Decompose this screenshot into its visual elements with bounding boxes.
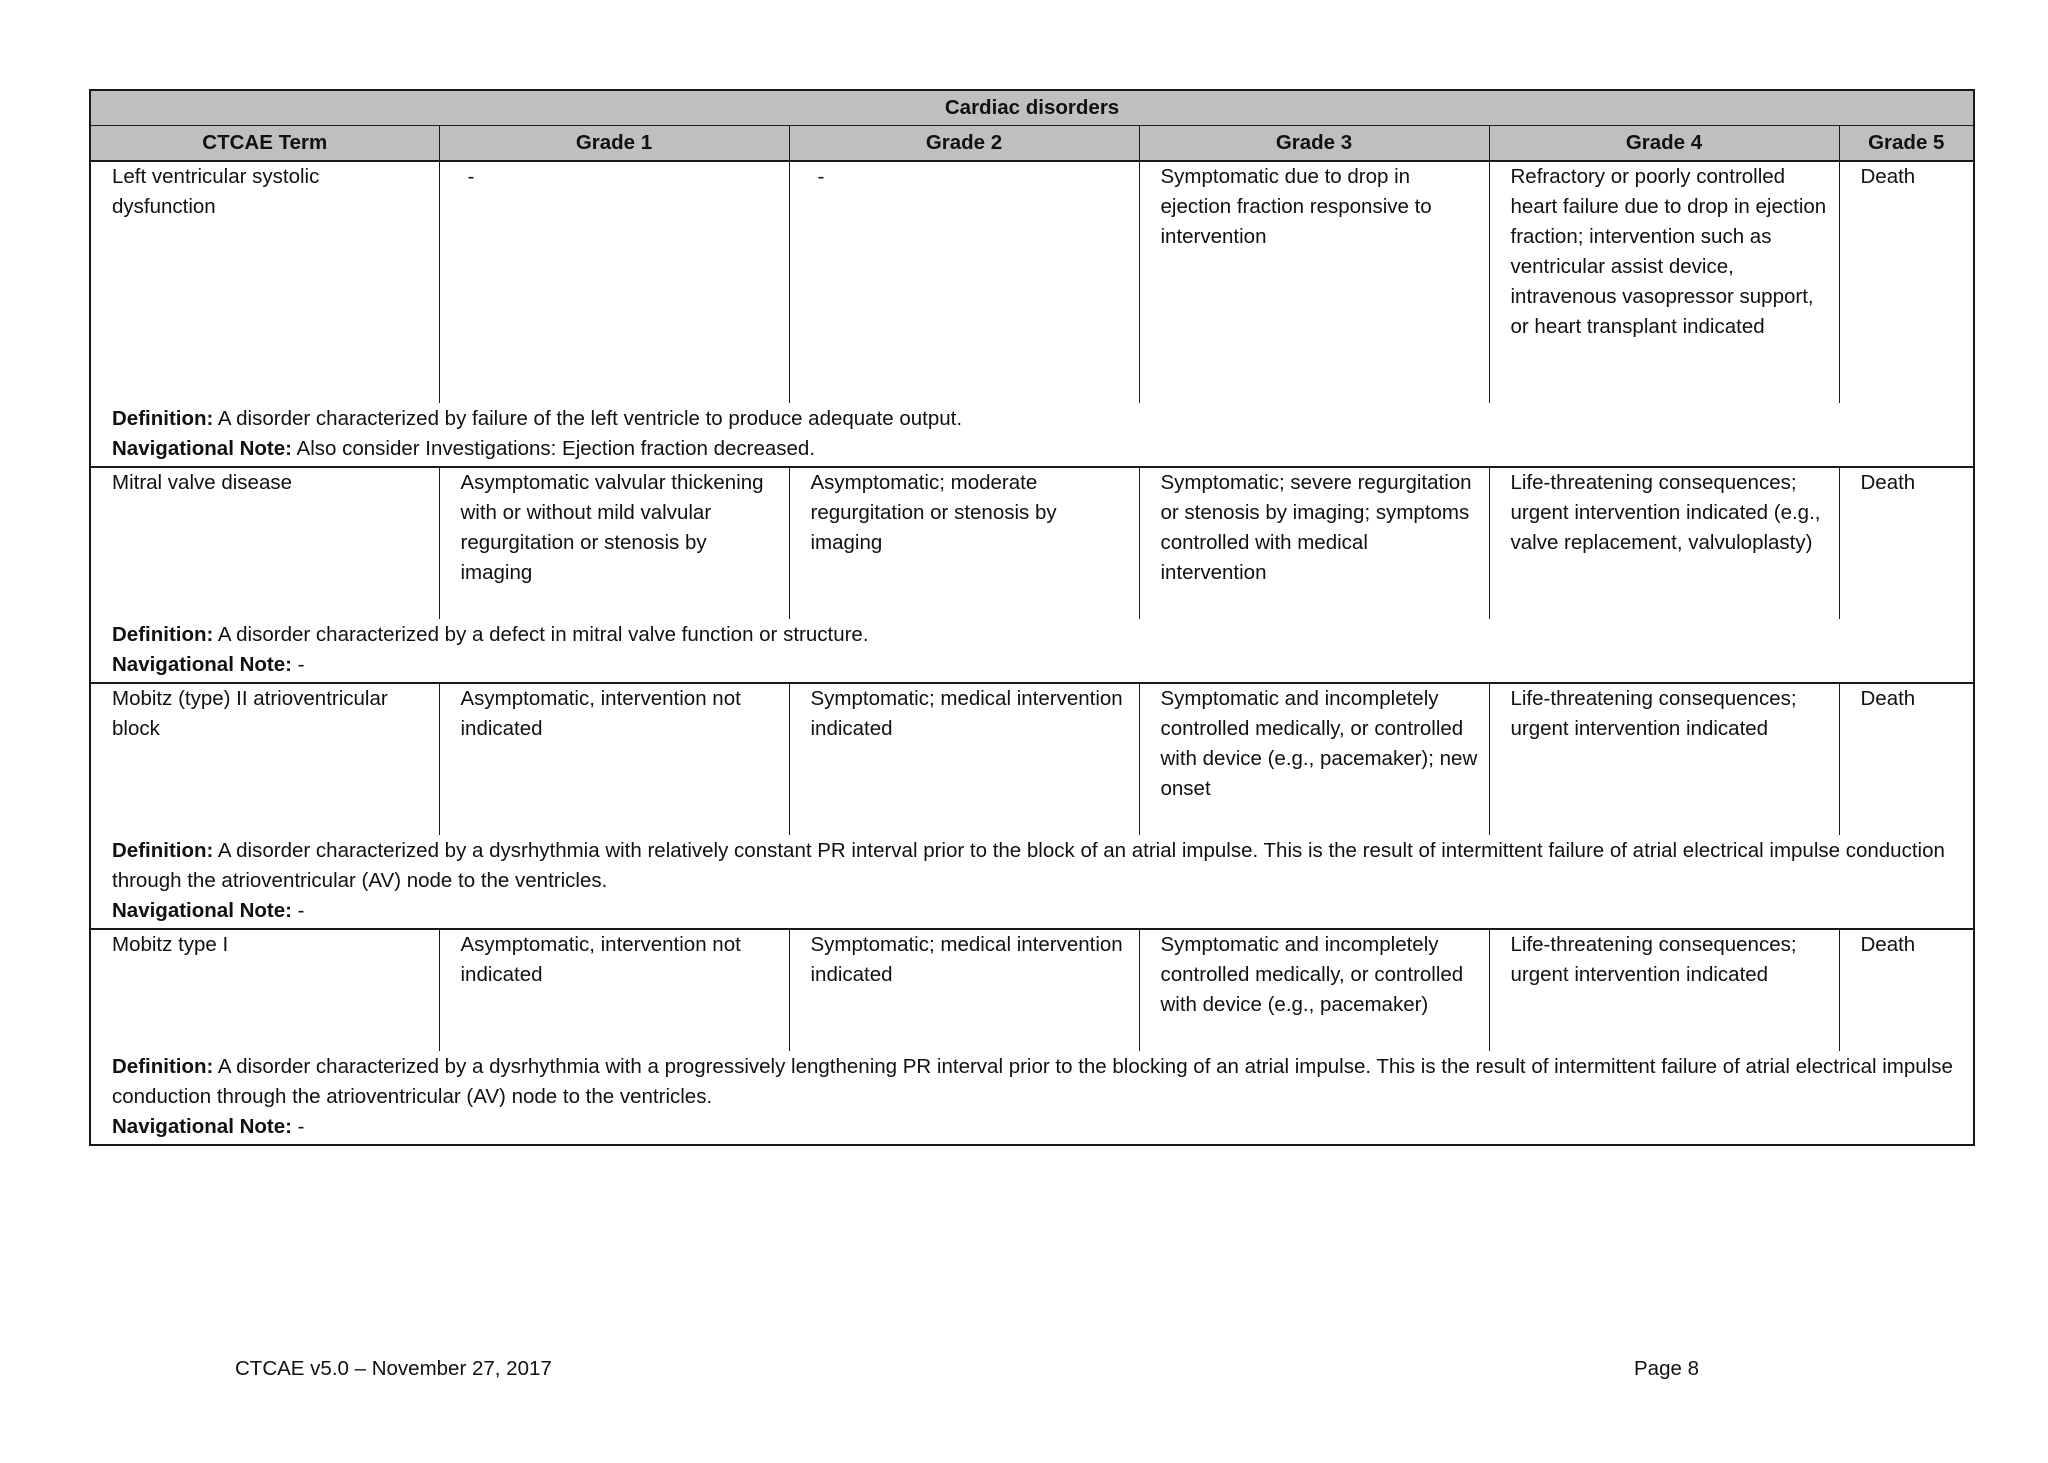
grade-1-cell: Asymptomatic, intervention not indicated <box>439 929 789 1051</box>
definition-cell <box>90 403 1974 434</box>
navigational-note-cell <box>90 650 1974 683</box>
navigational-note-text: - <box>297 1115 305 1138</box>
grade-5-cell: Death <box>1839 929 1974 1051</box>
footer-page-number: Page 8 <box>1634 1357 1699 1380</box>
navigational-note-text: - <box>297 653 305 676</box>
grade-5-cell: Death <box>1839 161 1974 403</box>
header-grade-3: Grade 3 <box>1139 126 1489 162</box>
navigational-note-row <box>90 1112 1974 1145</box>
table-row <box>90 467 1974 619</box>
grade-2-cell: Symptomatic; medical intervention indicated <box>789 929 1139 1051</box>
navigational-note-cell <box>90 896 1974 929</box>
definition-text: A disorder characterized by a defect in mitral valve function or structure. <box>217 623 869 646</box>
definition-text: A disorder characterized by a dysrhythmia with a progressively lengthening PR interval prior to the blocking of an atrial impulse. This is the result of intermittent failure of atrial electrical impulse conduction through the atrioventricular (AV) node to the ventricles. <box>112 1055 1953 1108</box>
grade-3-cell: Symptomatic and incompletely controlled medically, or controlled with device (e.g., pacemaker) <box>1139 929 1489 1051</box>
grade-4-cell: Life-threatening consequences; urgent intervention indicated <box>1489 929 1839 1051</box>
grade-4-cell: Refractory or poorly controlled heart failure due to drop in ejection fraction; intervention such as ventricular assist device, intravenous vasopressor support, or heart transplant indicated <box>1489 161 1839 403</box>
definition-row <box>90 619 1974 650</box>
grade-1-cell: Asymptomatic, intervention not indicated <box>439 683 789 835</box>
grade-1-cell: - <box>439 161 789 403</box>
definition-text: A disorder characterized by a dysrhythmia with relatively constant PR interval prior to the block of an atrial impulse. This is the result of intermittent failure of atrial electrical impulse conduction through the atrioventricular (AV) node to the ventricles. <box>112 839 1945 892</box>
navigational-note-label: Navigational Note: <box>112 899 292 922</box>
table-title: Cardiac disorders <box>90 90 1974 126</box>
header-grade-1: Grade 1 <box>439 126 789 162</box>
navigational-note-label: Navigational Note: <box>112 1115 292 1138</box>
cardiac-disorders-table <box>89 89 1975 1146</box>
grade-1-cell: Asymptomatic valvular thickening with or without mild valvular regurgitation or stenosis by imaging <box>439 467 789 619</box>
header-grade-4: Grade 4 <box>1489 126 1839 162</box>
grade-4-cell: Life-threatening consequences; urgent intervention indicated <box>1489 683 1839 835</box>
definition-cell <box>90 1051 1974 1112</box>
grade-5-cell: Death <box>1839 683 1974 835</box>
definition-label: Definition: <box>112 623 214 646</box>
table-row <box>90 929 1974 1051</box>
grade-3-cell: Symptomatic and incompletely controlled medically, or controlled with device (e.g., pacemaker); new onset <box>1139 683 1489 835</box>
grade-5-cell: Death <box>1839 467 1974 619</box>
term-cell: Mitral valve disease <box>90 467 439 619</box>
header-ctcae-term: CTCAE Term <box>90 126 439 162</box>
definition-cell <box>90 619 1974 650</box>
definition-cell <box>90 835 1974 896</box>
navigational-note-cell <box>90 434 1974 467</box>
grade-2-cell: Symptomatic; medical intervention indicated <box>789 683 1139 835</box>
navigational-note-row <box>90 650 1974 683</box>
grade-2-cell: - <box>789 161 1139 403</box>
definition-text: A disorder characterized by failure of the left ventricle to produce adequate output. <box>217 407 963 430</box>
grade-3-cell: Symptomatic; severe regurgitation or stenosis by imaging; symptoms controlled with medical intervention <box>1139 467 1489 619</box>
navigational-note-text: Also consider Investigations: Ejection fraction decreased. <box>296 437 816 460</box>
term-cell: Mobitz (type) II atrioventricular block <box>90 683 439 835</box>
definition-row <box>90 835 1974 896</box>
table-row <box>90 161 1974 403</box>
grade-2-cell: Asymptomatic; moderate regurgitation or stenosis by imaging <box>789 467 1139 619</box>
definition-label: Definition: <box>112 1055 214 1078</box>
table-title-row <box>90 90 1974 126</box>
definition-row <box>90 403 1974 434</box>
footer-version-date: CTCAE v5.0 – November 27, 2017 <box>235 1357 552 1380</box>
term-cell: Mobitz type I <box>90 929 439 1051</box>
navigational-note-cell <box>90 1112 1974 1145</box>
term-cell: Left ventricular systolic dysfunction <box>90 161 439 403</box>
grade-3-cell: Symptomatic due to drop in ejection fraction responsive to intervention <box>1139 161 1489 403</box>
header-grade-5: Grade 5 <box>1839 126 1974 162</box>
definition-row <box>90 1051 1974 1112</box>
definition-label: Definition: <box>112 407 214 430</box>
definition-label: Definition: <box>112 839 214 862</box>
navigational-note-row <box>90 434 1974 467</box>
header-grade-2: Grade 2 <box>789 126 1139 162</box>
navigational-note-label: Navigational Note: <box>112 437 292 460</box>
navigational-note-row <box>90 896 1974 929</box>
table-header-row <box>90 126 1974 162</box>
navigational-note-text: - <box>297 899 305 922</box>
table-row <box>90 683 1974 835</box>
navigational-note-label: Navigational Note: <box>112 653 292 676</box>
grade-4-cell: Life-threatening consequences; urgent intervention indicated (e.g., valve replacement, valvuloplasty) <box>1489 467 1839 619</box>
